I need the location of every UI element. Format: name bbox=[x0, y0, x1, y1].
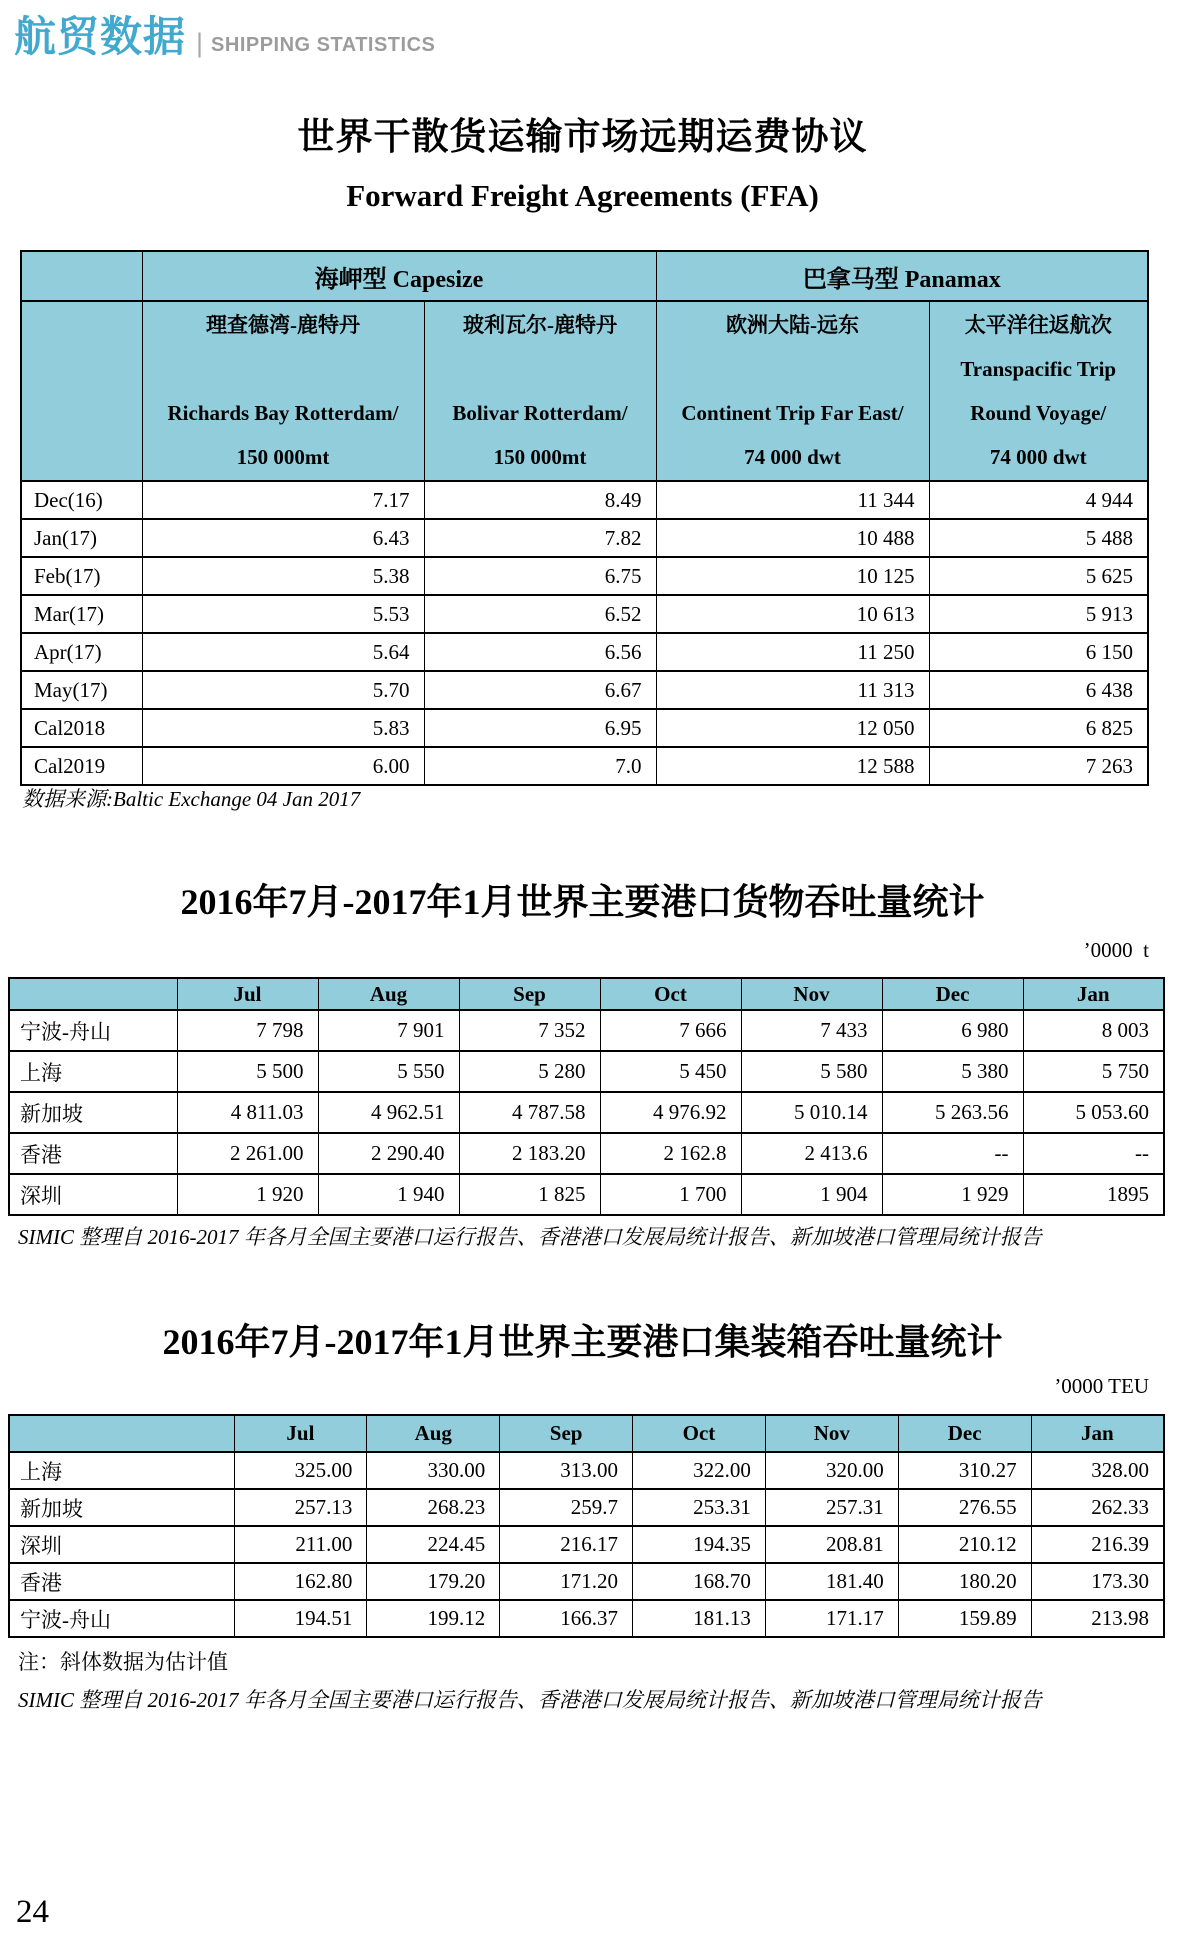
month-header: Dec bbox=[898, 1415, 1031, 1452]
cargo-value: 5 280 bbox=[459, 1051, 600, 1092]
ffa-value: 6 438 bbox=[929, 671, 1148, 709]
ffa-value: 7.0 bbox=[424, 747, 656, 785]
italic-estimate-note: 注：斜体数据为估计值 bbox=[18, 1650, 228, 1674]
ffa-value: 10 125 bbox=[656, 557, 929, 595]
ffa-period-label: Dec(16) bbox=[21, 481, 142, 519]
ffa-value: 11 250 bbox=[656, 633, 929, 671]
cargo-value: 6 980 bbox=[882, 1010, 1023, 1051]
cargo-value: 5 450 bbox=[600, 1051, 741, 1092]
cargo-value: 1 929 bbox=[882, 1174, 1023, 1215]
container-value: 328.00 bbox=[1031, 1452, 1164, 1489]
container-value: 179.20 bbox=[367, 1563, 500, 1600]
container-data-row bbox=[9, 1489, 1164, 1526]
container-value: 162.80 bbox=[234, 1563, 367, 1600]
container-data-row bbox=[9, 1563, 1164, 1600]
cargo-corner-cell bbox=[9, 978, 177, 1010]
ffa-data-row bbox=[21, 595, 1148, 633]
container-value: 310.27 bbox=[898, 1452, 1031, 1489]
month-header: Nov bbox=[765, 1415, 898, 1452]
cargo-value: 7 352 bbox=[459, 1010, 600, 1051]
ffa-value: 12 588 bbox=[656, 747, 929, 785]
cargo-header-row bbox=[9, 978, 1164, 1010]
container-value: 216.39 bbox=[1031, 1526, 1164, 1563]
container-value: 322.00 bbox=[633, 1452, 766, 1489]
ffa-period-label: Apr(17) bbox=[21, 633, 142, 671]
ffa-route-header-row bbox=[21, 301, 1148, 481]
container-data-row bbox=[9, 1526, 1164, 1563]
port-name: 深圳 bbox=[9, 1526, 234, 1563]
ffa-data-row bbox=[21, 481, 1148, 519]
month-header: Dec bbox=[882, 978, 1023, 1010]
container-value: 262.33 bbox=[1031, 1489, 1164, 1526]
ffa-route-header: 理查德湾-鹿特丹 Richards Bay Rotterdam/ 150 000mt bbox=[142, 301, 424, 481]
container-value: 171.20 bbox=[500, 1563, 633, 1600]
port-name: 香港 bbox=[9, 1133, 177, 1174]
container-value: 171.17 bbox=[765, 1600, 898, 1637]
ffa-data-row bbox=[21, 709, 1148, 747]
container-value: 313.00 bbox=[500, 1452, 633, 1489]
ffa-value: 12 050 bbox=[656, 709, 929, 747]
month-header: Sep bbox=[459, 978, 600, 1010]
cargo-value: 5 580 bbox=[741, 1051, 882, 1092]
ffa-value: 11 313 bbox=[656, 671, 929, 709]
cargo-value: 4 811.03 bbox=[177, 1092, 318, 1133]
cargo-value: 1 940 bbox=[318, 1174, 459, 1215]
cargo-value: 5 500 bbox=[177, 1051, 318, 1092]
ffa-value: 6 150 bbox=[929, 633, 1148, 671]
ffa-period-label: Mar(17) bbox=[21, 595, 142, 633]
cargo-value: 5 380 bbox=[882, 1051, 1023, 1092]
container-value: 213.98 bbox=[1031, 1600, 1164, 1637]
ffa-period-label: Cal2018 bbox=[21, 709, 142, 747]
container-header-row bbox=[9, 1415, 1164, 1452]
container-value: 181.40 bbox=[765, 1563, 898, 1600]
month-header: Jul bbox=[234, 1415, 367, 1452]
ffa-value: 11 344 bbox=[656, 481, 929, 519]
container-value: 330.00 bbox=[367, 1452, 500, 1489]
container-unit-label: ’0000 TEU bbox=[1054, 1374, 1149, 1398]
page-number: 24 bbox=[16, 1894, 49, 1930]
container-value: 211.00 bbox=[234, 1526, 367, 1563]
ffa-value: 5 488 bbox=[929, 519, 1148, 557]
cargo-value: 1 825 bbox=[459, 1174, 600, 1215]
cargo-value: 2 413.6 bbox=[741, 1133, 882, 1174]
container-value: 325.00 bbox=[234, 1452, 367, 1489]
container-value: 173.30 bbox=[1031, 1563, 1164, 1600]
ffa-value: 7.17 bbox=[142, 481, 424, 519]
ffa-value: 6.67 bbox=[424, 671, 656, 709]
cargo-value: -- bbox=[1023, 1133, 1164, 1174]
port-name: 新加坡 bbox=[9, 1489, 234, 1526]
cargo-data-row bbox=[9, 1174, 1164, 1215]
ffa-value: 6.75 bbox=[424, 557, 656, 595]
cargo-value: 1 700 bbox=[600, 1174, 741, 1215]
cargo-value: 7 666 bbox=[600, 1010, 741, 1051]
ffa-period-label: Jan(17) bbox=[21, 519, 142, 557]
cargo-value: 8 003 bbox=[1023, 1010, 1164, 1051]
container-value: 276.55 bbox=[898, 1489, 1031, 1526]
ffa-data-row bbox=[21, 519, 1148, 557]
ffa-value: 4 944 bbox=[929, 481, 1148, 519]
container-value: 210.12 bbox=[898, 1526, 1031, 1563]
ffa-data-row bbox=[21, 747, 1148, 785]
container-value: 257.31 bbox=[765, 1489, 898, 1526]
ffa-title-en: Forward Freight Agreements (FFA) bbox=[346, 178, 819, 213]
ffa-corner-cell bbox=[21, 251, 142, 301]
cargo-data-row bbox=[9, 1092, 1164, 1133]
cargo-value: 4 976.92 bbox=[600, 1092, 741, 1133]
cargo-value: 1895 bbox=[1023, 1174, 1164, 1215]
container-value: 320.00 bbox=[765, 1452, 898, 1489]
cargo-value: 1 904 bbox=[741, 1174, 882, 1215]
brand-logo-text: 航贸数据 bbox=[14, 13, 187, 60]
ffa-value: 6 825 bbox=[929, 709, 1148, 747]
ffa-table bbox=[20, 250, 1149, 786]
port-name: 宁波-舟山 bbox=[9, 1600, 234, 1637]
container-throughput-table bbox=[8, 1414, 1165, 1638]
port-name: 上海 bbox=[9, 1452, 234, 1489]
cargo-value: 4 962.51 bbox=[318, 1092, 459, 1133]
ffa-value: 6.00 bbox=[142, 747, 424, 785]
ffa-period-label: Feb(17) bbox=[21, 557, 142, 595]
container-value: 180.20 bbox=[898, 1563, 1031, 1600]
cargo-value: 5 263.56 bbox=[882, 1092, 1023, 1133]
container-value: 168.70 bbox=[633, 1563, 766, 1600]
ffa-period-label: May(17) bbox=[21, 671, 142, 709]
masthead-english-title: SHIPPING STATISTICS bbox=[211, 34, 436, 56]
container-corner-cell bbox=[9, 1415, 234, 1452]
ffa-data-row bbox=[21, 671, 1148, 709]
container-source-note: SIMIC 整理自 2016-2017 年各月全国主要港口运行报告、香港港口发展局统计报告、新加坡港口管理局统计报告 bbox=[18, 1688, 1042, 1712]
ffa-group-header-row bbox=[21, 251, 1148, 301]
container-value: 199.12 bbox=[367, 1600, 500, 1637]
ffa-value: 6.52 bbox=[424, 595, 656, 633]
ffa-period-label: Cal2019 bbox=[21, 747, 142, 785]
ffa-corner-cell-2 bbox=[21, 301, 142, 481]
port-name: 深圳 bbox=[9, 1174, 177, 1215]
cargo-source-note: SIMIC 整理自 2016-2017 年各月全国主要港口运行报告、香港港口发展局统计报告、新加坡港口管理局统计报告 bbox=[18, 1225, 1042, 1249]
container-value: 268.23 bbox=[367, 1489, 500, 1526]
month-header: Jul bbox=[177, 978, 318, 1010]
month-header: Jan bbox=[1023, 978, 1164, 1010]
container-value: 253.31 bbox=[633, 1489, 766, 1526]
ffa-value: 5.38 bbox=[142, 557, 424, 595]
container-value: 181.13 bbox=[633, 1600, 766, 1637]
ffa-value: 5.70 bbox=[142, 671, 424, 709]
month-header: Nov bbox=[741, 978, 882, 1010]
ffa-group-panamax: 巴拿马型 Panamax bbox=[656, 251, 1148, 301]
ffa-value: 5.83 bbox=[142, 709, 424, 747]
ffa-source-note: 数据来源:Baltic Exchange 04 Jan 2017 bbox=[22, 787, 361, 811]
cargo-value: 1 920 bbox=[177, 1174, 318, 1215]
port-name: 上海 bbox=[9, 1051, 177, 1092]
container-value: 224.45 bbox=[367, 1526, 500, 1563]
cargo-value: 7 433 bbox=[741, 1010, 882, 1051]
ffa-value: 6.43 bbox=[142, 519, 424, 557]
ffa-value: 6.56 bbox=[424, 633, 656, 671]
cargo-value: 2 261.00 bbox=[177, 1133, 318, 1174]
ffa-route-header: 玻利瓦尔-鹿特丹 Bolivar Rotterdam/ 150 000mt bbox=[424, 301, 656, 481]
month-header: Sep bbox=[500, 1415, 633, 1452]
ffa-route-header: 太平洋往返航次 Transpacific Trip Round Voyage/ 74 000 dwt bbox=[929, 301, 1148, 481]
month-header: Aug bbox=[318, 978, 459, 1010]
container-value: 216.17 bbox=[500, 1526, 633, 1563]
cargo-data-row bbox=[9, 1133, 1164, 1174]
port-name: 宁波-舟山 bbox=[9, 1010, 177, 1051]
cargo-value: 5 053.60 bbox=[1023, 1092, 1164, 1133]
cargo-value: 5 010.14 bbox=[741, 1092, 882, 1133]
container-data-row bbox=[9, 1452, 1164, 1489]
ffa-title-cn: 世界干散货运输市场远期运费协议 bbox=[297, 117, 868, 158]
ffa-route-header: 欧洲大陆-远东 Continent Trip Far East/ 74 000 dwt bbox=[656, 301, 929, 481]
port-name: 新加坡 bbox=[9, 1092, 177, 1133]
ffa-value: 8.49 bbox=[424, 481, 656, 519]
cargo-throughput-table bbox=[8, 977, 1165, 1216]
ffa-value: 5.53 bbox=[142, 595, 424, 633]
container-value: 259.7 bbox=[500, 1489, 633, 1526]
ffa-group-capesize: 海岬型 Capesize bbox=[142, 251, 656, 301]
masthead bbox=[14, 13, 436, 60]
cargo-value: 2 290.40 bbox=[318, 1133, 459, 1174]
container-value: 194.51 bbox=[234, 1600, 367, 1637]
ffa-value: 7 263 bbox=[929, 747, 1148, 785]
cargo-unit-label: ’0000 t bbox=[1083, 938, 1149, 962]
cargo-data-row bbox=[9, 1010, 1164, 1051]
cargo-value: 4 787.58 bbox=[459, 1092, 600, 1133]
container-data-row bbox=[9, 1600, 1164, 1637]
cargo-value: 2 162.8 bbox=[600, 1133, 741, 1174]
ffa-value: 5 913 bbox=[929, 595, 1148, 633]
ffa-value: 7.82 bbox=[424, 519, 656, 557]
cargo-value: 5 550 bbox=[318, 1051, 459, 1092]
container-section-title: 2016年7月-2017年1月世界主要港口集装箱吞吐量统计 bbox=[162, 1322, 1003, 1362]
container-value: 159.89 bbox=[898, 1600, 1031, 1637]
ffa-value: 6.95 bbox=[424, 709, 656, 747]
cargo-value: -- bbox=[882, 1133, 1023, 1174]
month-header: Oct bbox=[600, 978, 741, 1010]
cargo-value: 5 750 bbox=[1023, 1051, 1164, 1092]
ffa-value: 10 613 bbox=[656, 595, 929, 633]
cargo-section-title: 2016年7月-2017年1月世界主要港口货物吞吐量统计 bbox=[180, 882, 985, 922]
cargo-value: 2 183.20 bbox=[459, 1133, 600, 1174]
masthead-divider: | bbox=[196, 27, 204, 58]
month-header: Jan bbox=[1031, 1415, 1164, 1452]
cargo-value: 7 901 bbox=[318, 1010, 459, 1051]
cargo-value: 7 798 bbox=[177, 1010, 318, 1051]
ffa-value: 5.64 bbox=[142, 633, 424, 671]
container-value: 208.81 bbox=[765, 1526, 898, 1563]
container-value: 257.13 bbox=[234, 1489, 367, 1526]
ffa-data-row bbox=[21, 633, 1148, 671]
container-value: 194.35 bbox=[633, 1526, 766, 1563]
cargo-data-row bbox=[9, 1051, 1164, 1092]
ffa-data-row bbox=[21, 557, 1148, 595]
ffa-value: 10 488 bbox=[656, 519, 929, 557]
month-header: Oct bbox=[633, 1415, 766, 1452]
ffa-value: 5 625 bbox=[929, 557, 1148, 595]
container-value: 166.37 bbox=[500, 1600, 633, 1637]
month-header: Aug bbox=[367, 1415, 500, 1452]
port-name: 香港 bbox=[9, 1563, 234, 1600]
